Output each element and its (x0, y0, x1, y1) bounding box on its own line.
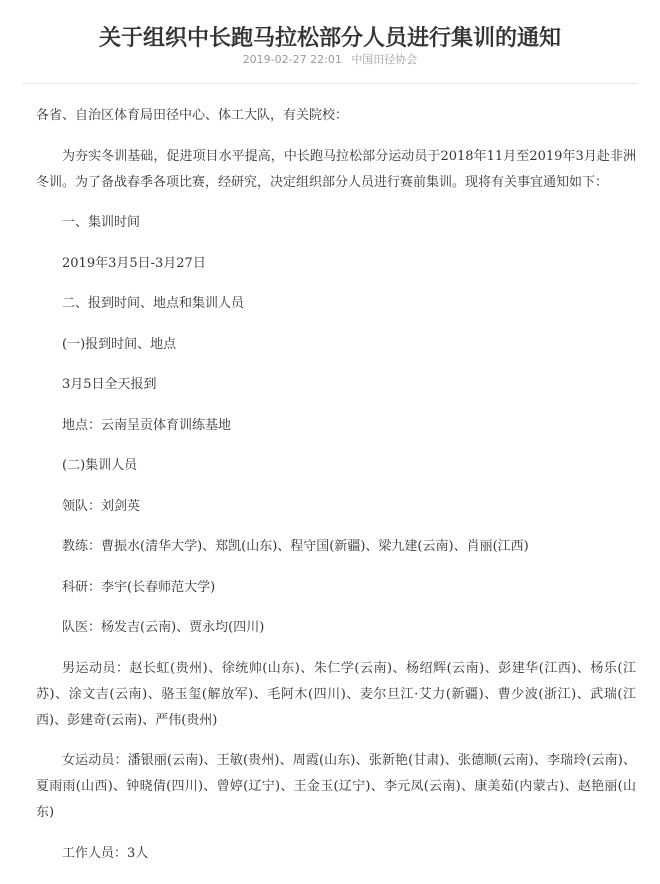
location: 地点：云南呈贡体育训练基地 (62, 417, 232, 433)
coaches: 教练：曹振水(清华大学)、郑凯(山东)、程守国(新疆)、梁九建(云南)、肖丽(江西) (62, 539, 529, 554)
publish-date: 2019-02-27 22:01 (242, 53, 342, 66)
article-meta (0, 50, 660, 70)
publish-source: 中国田径协会 (351, 53, 418, 66)
training-dates: 2019年3月5日-3月27日 (62, 255, 206, 271)
intro-paragraph: 为夯实冬训基础，促进项目水平提高，中长跑马拉松部分运动员于2018年11月至2019年3月赴非洲冬训。为了备战春季各项比赛，经研究，决定组织部分人员进行赛前集训。现将有关事宜通知如下： (36, 148, 636, 190)
staff: 工作人员：3人 (62, 845, 149, 861)
title-divider (22, 83, 638, 84)
researcher: 科研：李宇(长春师范大学) (62, 579, 216, 595)
team-leader: 领队：刘剑英 (62, 498, 141, 514)
subsection-heading-2: (二)集训人员 (62, 458, 138, 473)
article-body (36, 103, 636, 867)
female-athletes: 女运动员：潘银丽(云南)、王敏(贵州)、周霞(山东)、张新艳(甘肃)、张德顺(云南)、李瑞玲(云南)、夏雨雨(山西)、钟晓倩(四川)、曾婷(辽宁)、王金玉(辽宁)、李元凤(云南)、康美茹(内蒙古)、赵艳丽(山东) (36, 753, 636, 820)
male-athletes: 男运动员：赵长虹(贵州)、徐统帅(山东)、朱仁学(云南)、杨绍辉(云南)、彭建华(江西)、杨乐(江苏)、涂文吉(云南)、骆玉玺(解放军)、毛阿木(四川)、麦尔旦江·艾力(新疆)、曹少波(浙江)、武瑞(江西)、彭建奇(云南)、严伟(贵州) (36, 660, 636, 728)
salutation: 各省、自治区体育局田径中心、体工大队，有关院校： (36, 108, 349, 123)
subsection-heading-1: (一)报到时间、地点 (62, 336, 177, 352)
team-doctors: 队医：杨发吉(云南)、贾永均(四川) (62, 620, 265, 635)
section-heading-2: 二、报到时间、地点和集训人员 (62, 296, 245, 311)
article-title: 关于组织中长跑马拉松部分人员进行集训的通知 (98, 25, 561, 51)
report-date: 3月5日全天报到 (62, 377, 157, 392)
section-heading-1: 一、集训时间 (62, 215, 141, 230)
